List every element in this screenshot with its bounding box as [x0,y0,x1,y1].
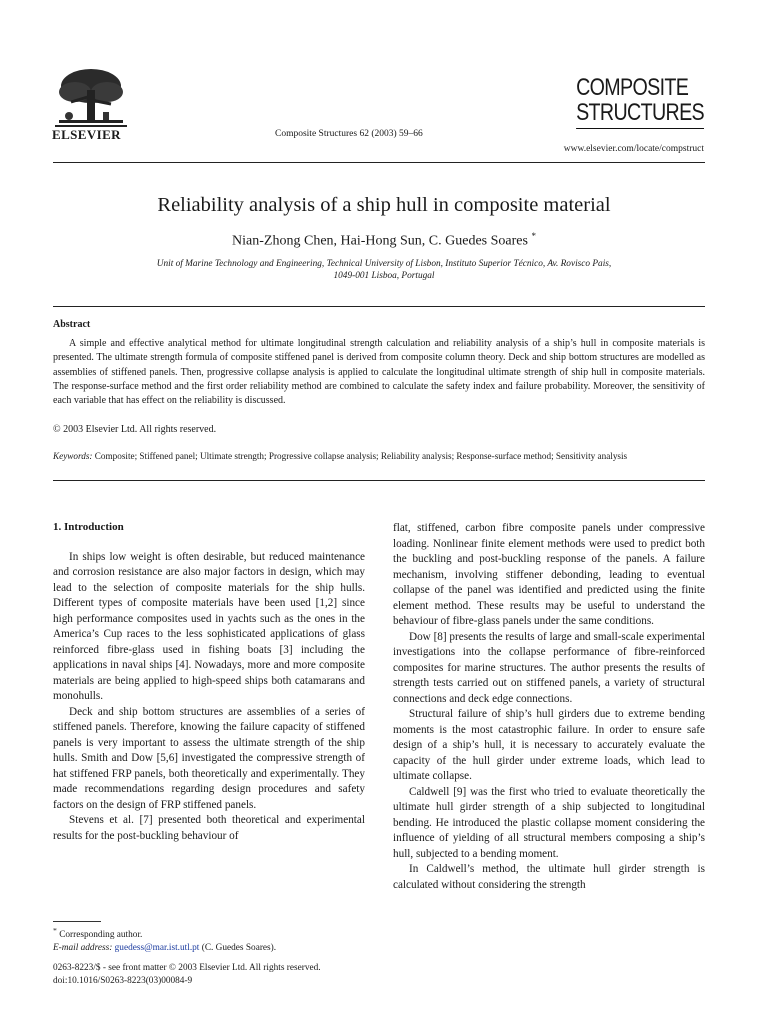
body-left-column [53,520,365,844]
footnote-email-line [53,942,276,955]
journal-title-rule [576,128,704,129]
publisher-name: ELSEVIER [52,127,121,142]
issn-line: 0263-8223/$ - see front matter © 2003 Elsevier Ltd. All rights reserved. [53,963,321,973]
article-title: Reliability analysis of a ship hull in composite material [157,194,611,216]
footnote-corresponding-text: Corresponding author. [59,930,143,941]
doi-line: doi:10.1016/S0263-8223(03)00084-9 [53,976,193,986]
affiliation-line1: Unit of Marine Technology and Engineering, Technical University of Lisbon, Instituto Superior Técnico, Av. Rovisco Pais, [156,259,612,269]
footnote-email-suffix: (C. Guedes Soares). [201,942,277,953]
abstract-bottom-divider [53,480,705,481]
body-paragraph: Deck and ship bottom structures are assemblies of a series of stiffened panels. Therefore, knowing the failure capacity of stiffened panels is very important to assess the ultimate strength of the ship hulls. Smith and Dow [5,6] investigated the compressive strength of hat stiffened FRP panels, both theoretically and experimentally. They made recommendations regarding design procedures and safety factors on the design of FRP stiffened panels. [53,705,365,811]
keywords [53,450,705,463]
affiliation [90,258,678,282]
section-heading: 1. Introduction [53,521,124,533]
footnote-email-label: E-mail address: [53,942,113,953]
journal-citation: Composite Structures 62 (2003) 59–66 [275,129,423,139]
body-paragraph: Caldwell [9] was the first who tried to evaluate theoretically the ultimate hull girder strength of a ship subjected to longitudinal bending. He introduced the plastic collapse moment considering the influence of yielding of all structural members composing a ship’s hull, subjected to a bending moment. [393,785,705,860]
footnote-email-link[interactable]: guedess@mar.ist.utl.pt [114,942,200,953]
corresponding-mark: * [531,231,536,241]
abstract-copyright: © 2003 Elsevier Ltd. All rights reserved. [53,424,217,435]
footnote [53,925,276,954]
bottom-info [53,962,321,988]
body-paragraph: In ships low weight is often desirable, but reduced maintenance and corrosion resistance are also major factors in design, which may lead to the selection of composite materials for the ship hulls. Different types of composite materials have been used [1,2] since high performance composites used in yachts such as the ones in the America’s Cup races to the less sophisticated applications of glass reinforced fibre-glass used in fishing boats [3] including the applications in naval ships [4]. Nowadays, more and more composite materials are being applied to high-speed ships both catamarans and monohulls. [53,550,365,702]
affiliation-line2: 1049-001 Lisboa, Portugal [333,271,435,281]
footnote-rule [53,921,101,922]
author-list: Nian-Zhong Chen, Hai-Hong Sun, C. Guedes Soares [232,233,528,249]
abstract-text: A simple and effective analytical method for ultimate longitudinal strength calculation and reliability analysis of a ship’s hull in composite materials is presented. The ultimate strength formula of composite stiffened panel is derived from composite column theory. Deck and ship bottom structures are modelled as assemblies of stiffened panels. Then, progressive collapse analysis is applied to calculate the longitudinal ultimate strength of ship hull in composite materials. The response-surface method and the first order reliability method are combined to calculate the safety index and failure probability. Moreover, the sensitivity of each variable that has effect on the reliability is discussed. [53,338,705,407]
keywords-list: Composite; Stiffened panel; Ultimate strength; Progressive collapse analysis; Reliability analysis; Response-surface method; Sensitivity analysis [94,451,628,461]
body-paragraph: Structural failure of ship’s hull girders due to extreme bending moments is the most catastrophic failure. In order to ensure safe design of a ship’s hull, it is necessary to accurately evaluate the capacity of the hull girder under extreme loads, which lead to ultimate collapse. [393,708,705,782]
abstract-top-divider [53,306,705,307]
journal-title-line1: COMPOSITE [576,74,689,101]
body-paragraph: Dow [8] presents the results of large and small-scale experimental investigations into the collapse performance of fibre-reinforced composites for marine structures. The author presents the results of strength tests carried out on stiffened panels, a variety of structural connections and deck edge connections. [393,630,705,705]
header-divider [53,162,705,163]
journal-title [576,75,704,129]
article-authors [0,231,768,250]
footnote-mark: * [53,926,57,935]
journal-title-line2: STRUCTURES [576,99,704,126]
body-paragraph: In Caldwell’s method, the ultimate hull girder strength is calculated without considering the strength [393,863,705,891]
body-paragraph: Stevens et al. [7] presented both theoretical and experimental results for the post-buckling behaviour of [53,814,365,842]
journal-url[interactable]: www.elsevier.com/locate/compstruct [563,144,704,154]
keywords-label: Keywords: [53,451,93,461]
body-right-column [393,521,705,893]
body-paragraph: flat, stiffened, carbon fibre composite panels under compressive loading. Nonlinear finite element methods were used to predict both the buckling and post-buckling response of the panels. A failure mechanism, involving stiffener debonding, leading to eventual collapse of the panel was identified and predicted using the finite element method. These results may be useful to understand the behaviour of fibre-glass panels under the same conditions. [393,522,705,627]
footnote-corresponding [53,925,276,942]
abstract-heading: Abstract [53,319,91,330]
elsevier-tree-icon [53,66,129,128]
